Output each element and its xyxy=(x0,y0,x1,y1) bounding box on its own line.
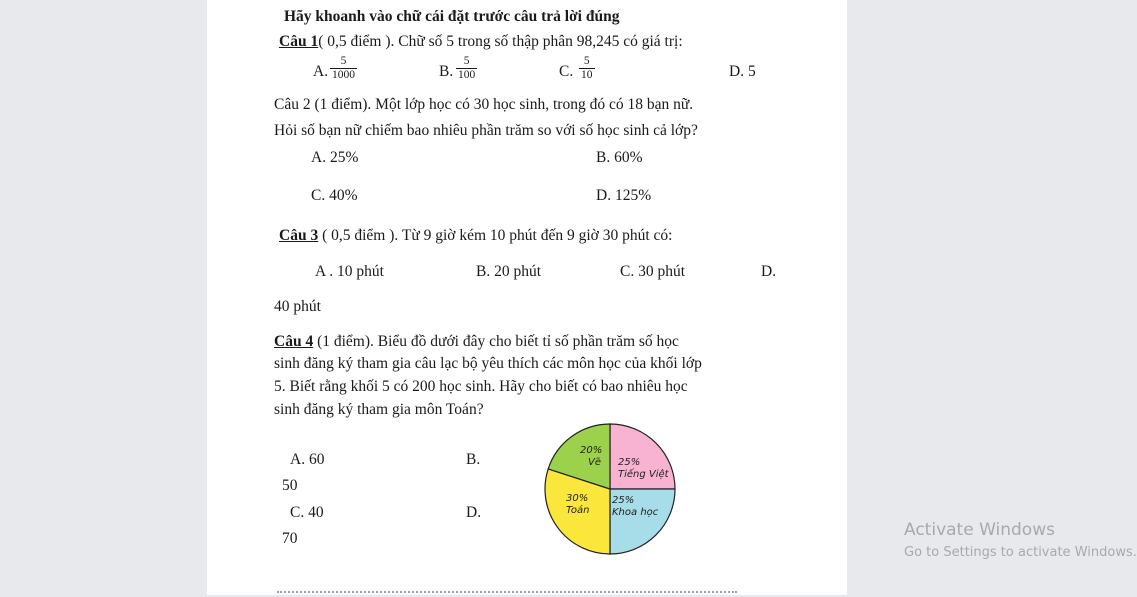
q1-option-b-numerator: 5 xyxy=(463,55,470,67)
question-1 xyxy=(279,33,683,51)
q3-option-a: A . 10 phút xyxy=(315,263,384,280)
question-2-label: Câu 2 xyxy=(274,96,311,113)
q1-option-c-letter: C. xyxy=(559,63,574,80)
q2-option-c: C. 40% xyxy=(311,187,358,204)
q2-option-d: D. 125% xyxy=(596,187,652,204)
q1-option-d: D. 5 xyxy=(729,63,756,80)
question-4-label: Câu 4 xyxy=(274,333,314,350)
q1-option-a-denominator: 1000 xyxy=(332,69,355,81)
q2-option-a: A. 25% xyxy=(311,149,359,166)
q4-option-b-value: 50 xyxy=(282,477,298,494)
question-1-text: ( 0,5 điểm ). Chữ số 5 trong số thập phân 98,245 có giá trị: xyxy=(318,33,683,50)
question-2 xyxy=(274,96,693,114)
q1-option-c-denominator: 10 xyxy=(581,69,593,81)
q1-option-a-fraction xyxy=(330,55,357,82)
q4-option-a: A. 60 xyxy=(290,451,325,468)
activation-watermark-subtitle: Go to Settings to activate Windows. xyxy=(904,545,1137,560)
q1-option-a-letter: A. xyxy=(313,63,329,80)
q4-option-b-letter: B. xyxy=(466,451,481,468)
pie-label-subject: Toán xyxy=(566,505,590,516)
q1-option-c-fraction xyxy=(579,55,595,82)
question-1-label: Câu 1 xyxy=(279,33,319,50)
pie-label-subject: Vẽ xyxy=(588,457,601,468)
q4-option-d-letter: D. xyxy=(466,504,482,521)
pie-label-pct: 20% xyxy=(580,445,603,456)
q1-option-a-numerator: 5 xyxy=(340,55,347,67)
question-3-text: ( 0,5 điểm ). Từ 9 giờ kém 10 phút đến 9 giờ 30 phút có: xyxy=(318,227,673,244)
pie-label-pct: 25% xyxy=(618,457,641,468)
pie-label-pct: 30% xyxy=(566,493,589,504)
question-3-label: Câu 3 xyxy=(279,227,319,244)
activation-watermark-title: Activate Windows xyxy=(904,520,1055,540)
question-4 xyxy=(274,333,679,351)
pie-label-subject: Khoa học xyxy=(612,507,659,518)
q2-option-b: B. 60% xyxy=(596,149,643,166)
q3-option-d-letter: D. xyxy=(761,263,777,280)
q1-option-b-fraction xyxy=(456,55,477,82)
q1-option-b-letter: B. xyxy=(439,63,454,80)
question-2-text: (1 điểm). Một lớp học có 30 học sinh, trong đó có 18 bạn nữ. xyxy=(310,96,694,113)
q3-option-b: B. 20 phút xyxy=(476,263,542,280)
cut-off-line xyxy=(277,591,737,597)
question-2-line-2: Hỏi số bạn nữ chiếm bao nhiêu phần trăm so với số học sinh cả lớp? xyxy=(274,122,698,139)
pie-label-pct: 25% xyxy=(612,495,635,506)
q4-option-c: C. 40 xyxy=(290,504,324,521)
question-4-line-3: 5. Biết rằng khối 5 có 200 học sinh. Hãy cho biết có bao nhiêu học xyxy=(274,378,688,395)
question-4-line-1: (1 điểm). Biểu đồ dưới đây cho biết tỉ số phần trăm số học xyxy=(313,333,679,350)
q3-option-c: C. 30 phút xyxy=(620,263,686,280)
pie-chart xyxy=(543,422,693,557)
pie-label-subject: Tiếng Việt xyxy=(618,469,669,480)
instruction: Hãy khoanh vào chữ cái đặt trước câu trả lời đúng xyxy=(284,8,620,25)
question-4-line-2: sinh đăng ký tham gia câu lạc bộ yêu thích các môn học của khối lớp xyxy=(274,355,702,372)
question-4-line-4: sinh đăng ký tham gia môn Toán? xyxy=(274,401,484,418)
question-3 xyxy=(279,227,672,245)
q4-option-d-value: 70 xyxy=(282,530,298,547)
q1-option-c-numerator: 5 xyxy=(583,55,590,67)
q1-option-b-denominator: 100 xyxy=(458,69,476,81)
document-page xyxy=(207,0,847,595)
q3-option-d-value: 40 phút xyxy=(274,298,321,315)
